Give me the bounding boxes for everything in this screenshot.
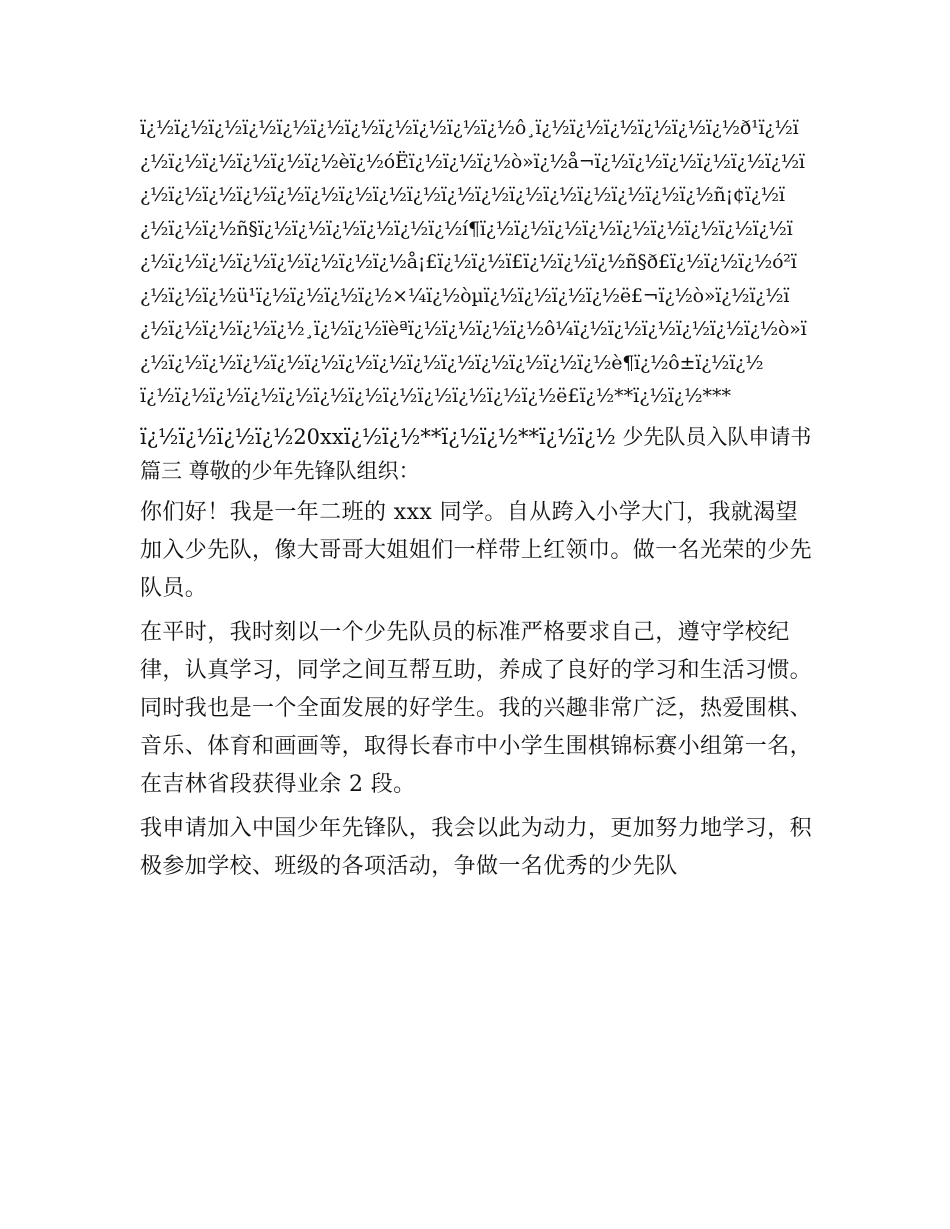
document-page <box>140 112 812 886</box>
paragraph-greeting: 你们好！我是一年二班的 xxx 同学。自从跨入小学大门，我就渴望加入少先队，像大哥哥大姐姐们一样带上红领巾。做一名光荣的少先队员。 <box>140 499 813 601</box>
heading-line: ï¿½ï¿½ï¿½ï¿½20xxï¿½ï¿½**ï¿½ï¿½**ï¿½ï¿½ 少先队员入队申请书篇三 尊敬的少年先锋队组织： <box>140 424 812 483</box>
garbled-text-block: ï¿½ï¿½ï¿½ï¿½ï¿½ï¿½ï¿½ï¿½ï¿½ï¿½ï¿½ô¸ï¿½ï¿½ï¿½ï¿½ï¿½ï¿½ð¹ï¿½ï¿½ï¿½ï¿½ï¿½ï¿½ï¿½èï¿½óËï¿½ï¿½ï¿½ò»ï¿½å¬ï¿½ï¿½ï¿½ï¿½ï¿½ï¿½ï¿½ï¿½ï¿½ï¿½ï¿½ï¿½ï¿½ï¿½ï¿½ï¿½ï¿½ï¿½ï¿½ï¿½ï¿½ï¿½ï¿½ñ¡¢ï¿½ï¿½ï¿½ï¿½ñ§ï¿½ï¿½ï¿½ï¿½ï¿½ï¿½í¶ï¿½ï¿½ï¿½ï¿½ï¿½ï¿½ï¿½ï¿½ï¿½ï¿½ï¿½ï¿½ï¿½ï¿½ï¿½ï¿½ï¿½å¡£ï¿½ï¿½ï£ï¿½ï¿½ï¿½ñ§ð£ï¿½ï¿½ï¿½ó²ï¿½ï¿½ï¿½ü¹ï¿½ï¿½ï¿½ï¿½×¼ï¿½òµï¿½ï¿½ï¿½ï¿½ë£¬ï¿½ò»ï¿½ï¿½ï¿½ï¿½ï¿½ï¿½ï¿½¸ï¿½ï¿½ïèªï¿½ï¿½ï¿½ï¿½ô¼ï¿½ï¿½ï¿½ï¿½ï¿½ï¿½ò»ï¿½ï¿½ï¿½ï¿½ï¿½ï¿½ï¿½ï¿½ï¿½ï¿½ï¿½ï¿½ï¿½ï¿½è¶ï¿½ô±ï¿½ï¿½ <box>140 117 807 374</box>
garbled-text-line: ï¿½ï¿½ï¿½ï¿½ï¿½ï¿½ï¿½ï¿½ï¿½ï¿½ï¿½ï¿½ë£ï¿½**ï¿½ï¿½*** <box>140 385 732 407</box>
paragraph-application: 我申请加入中国少年先锋队，我会以此为动力，更加努力地学习，积极参加学校、班级的各项活动，争做一名优秀的少先队 <box>140 815 813 879</box>
paragraph-daily-conduct: 在平时，我时刻以一个少先队员的标准严格要求自己，遵守学校纪律，认真学习，同学之间互帮互助，养成了良好的学习和生活习惯。同时我也是一个全面发展的好学生。我的兴趣非常广泛，热爱围棋、音乐、体育和画画等，取得长春市中小学生围棋锦标赛小组第一名，在吉林省段获得业余 2 段。 <box>140 619 813 797</box>
